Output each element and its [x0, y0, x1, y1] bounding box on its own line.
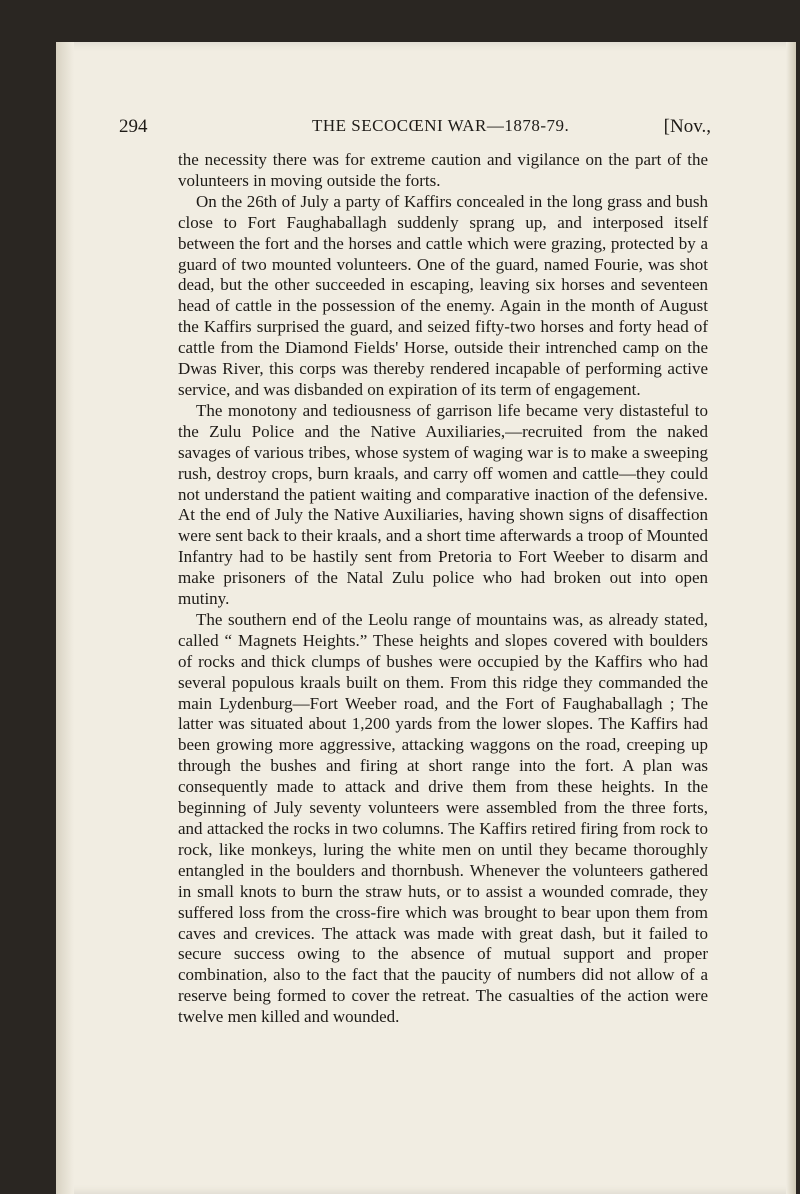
paragraph-garrison-monotony: The monotony and tediousness of garrison life became very distasteful to the Zulu Police and the Native Auxiliaries,—recruited from the naked savages of various tribes, whose system of waging war is to make a sweeping rush, destroy crops, burn kraals, and carry off women and cattle—they could not understand the patient waiting and comparative inaction of the defensive. At the end of July the Native Auxiliaries, having shown signs of disaffection were sent back to their kraals, and a short time afterwards a troop of Mounted Infantry had to be hastily sent from Pretoria to Fort Weeber to disarm and make prisoners of the Natal Zulu police who had broken out into open mutiny. [178, 400, 708, 609]
paragraph-continuation: the necessity there was for extreme caution and vigilance on the part of the volunteers in moving outside the forts. [178, 150, 708, 190]
running-title-years: —1878-79. [486, 116, 570, 135]
date-tag: [Nov., [663, 116, 711, 137]
paragraph-magnets-heights: The southern end of the Leolu range of mountains was, as already stated, called “ Magnets Heights.” These heights and slopes covered with boulders of rocks and thick clumps of bushes were occupied by the Kaffirs who had several populous kraals built on them. From this ridge they commanded the main Lydenburg—Fort Weeber road, and the Fort of Faughaballagh ; The latter was situated about 1,200 yards from the lower slopes. The Kaffirs had been growing more aggressive, attacking waggons on the road, creeping up through the bushes and firing at short range into the fort. A plan was consequently made to attack and drive them from these heights. In the beginning of July seventy volunteers were assembled from the three forts, and attacked the rocks in two columns. The Kaffirs retired firing from rock to rock, like monkeys, luring the white men on until they became thoroughly entangled in the boulders and thornbush. Whenever the volunteers gathered in small knots to burn the straw huts, or to assist a wounded comrade, they suffered loss from the cross-fire which was brought to bear upon them from caves and crevices. The attack was made with great dash, but it failed to secure success owing to the absence of mutual support and proper combination, also to the fact that the paucity of numbers did not allow of a reserve being formed to cover the retreat. The casualties of the action were twelve men killed and wounded. [178, 609, 708, 1027]
page-number: 294 [119, 116, 148, 137]
running-title [312, 116, 569, 136]
running-title-prefix: THE SECOCŒNI WAR [312, 116, 487, 135]
page-edge [786, 42, 796, 1194]
page-gutter [56, 42, 74, 1194]
paragraph-fourie-incident: On the 26th of July a party of Kaffirs concealed in the long grass and bush close to Fort Faughaballagh suddenly sprang up, and interposed itself between the fort and the horses and cattle which were grazing, protected by a guard of two mounted volunteers. One of the guard, named Fourie, was shot dead, but the other succeeded in escaping, leaving six horses and seventeen head of cattle in the possession of the enemy. Again in the month of August the Kaffirs surprised the guard, and seized fifty-two horses and forty head of cattle from the Diamond Fields' Horse, outside their intrenched camp on the Dwas River, this corps was thereby rendered incapable of performing active service, and was disbanded on expiration of its term of engagement. [178, 191, 708, 399]
running-header [119, 116, 711, 140]
body-text [178, 150, 708, 1028]
